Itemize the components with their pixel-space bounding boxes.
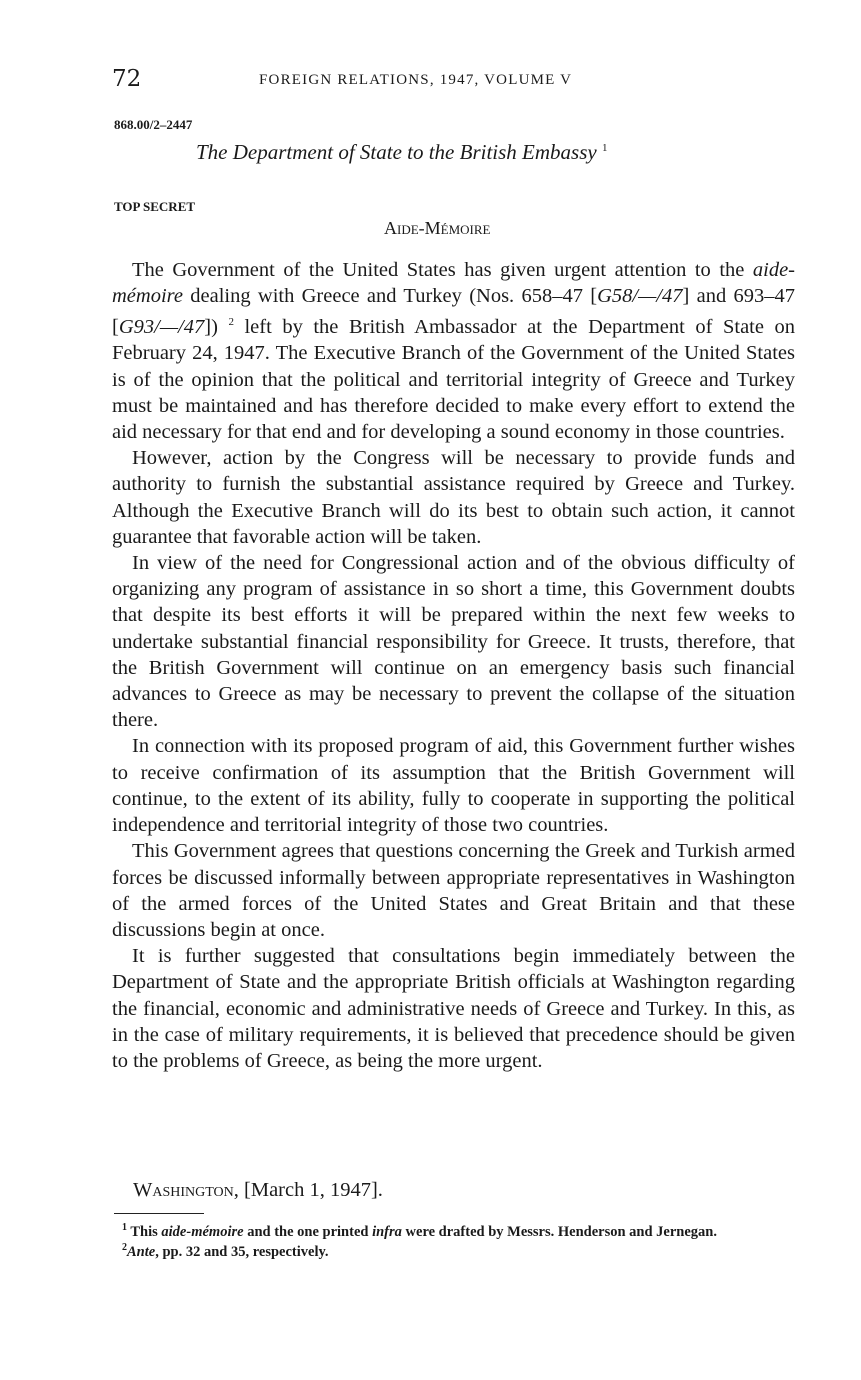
paragraph-1-text-b: dealing with Greece and Turkey (Nos. 658–47 [ [182,285,598,308]
running-head: FOREIGN RELATIONS, 1947, VOLUME V [259,72,573,88]
page-number: 72 [112,66,142,92]
footnote-1-text-c: were drafted by Messrs. Henderson and Jernegan. [401,1223,717,1240]
footnote-2-text-a: , pp. 32 and 35, respectively. [155,1243,329,1260]
paragraph-1-text-c: ] and 693–47 [ [112,285,795,339]
document-title [196,140,607,165]
paragraph-1-italic-a: aide-mémoire [112,259,795,308]
paragraph-1 [112,257,795,445]
footnote-1-italic-a: aide-mémoire [161,1223,244,1240]
footnotes [108,1220,794,1260]
paragraph-4: In connection with its proposed program of aid, this Government further wishes to receive confirmation of its assumption that the British Government will continue, to the extent of its ability, fully to cooperate in supporting the political independence and territorial integrity of those two countries. [112,735,795,837]
paragraph-6: It is further suggested that consultations begin immediately between the Department of State and the appropriate British officials at Washington regarding the financial, economic and administrative needs of Greece and Turkey. In this, as in the case of military requirements, it is believed that precedence should be given to the problems of Greece, as being the more urgent. [112,945,795,1072]
file-number: 868.00/2–2447 [114,117,193,132]
footnote-2 [108,1240,794,1260]
paragraph-1-text-a: The Government of the United States has given urgent attention to the [132,259,753,281]
signature-line [133,1179,383,1202]
footnote-2-italic-a: Ante [127,1243,156,1260]
footnote-divider [114,1213,204,1214]
footnote-1-number: 1 [122,1222,127,1233]
paragraph-5: This Government agrees that questions concerning the Greek and Turkish armed forces be discussed informally between appropriate representatives in Washington of the armed forces of the United States and Great Britain and that these discussions begin at once. [112,840,795,941]
document-title-text: The Department of State to the British Embassy [196,140,597,164]
classification-label: TOP SECRET [114,199,196,214]
document-type-heading: Aide-Mémoire [384,218,491,238]
footnote-1-italic-b: infra [372,1223,402,1240]
page-header [112,66,792,96]
footnote-2-number: 2 [122,1241,127,1253]
footnote-1-text-b: and the one printed [243,1223,373,1240]
footnote-1-text-a: This [127,1223,162,1240]
paragraph-1-text-e: left by the British Ambassador at the Department of State on February 24, 1947. The Executive Branch of the Government of the United States is of the opinion that the political and territorial integrity of Greece and Turkey must be maintained and has therefore decided to make every effort to extend the aid necessary for that end and for developing a sound economy in those countries. [112,316,795,444]
paragraph-1-text-d: ]) [204,316,218,339]
signature-place: Washington [133,1179,234,1201]
paragraph-2: However, action by the Congress will be necessary to provide funds and authority to furnish the substantial assistance required by Greece and Turkey. Although the Executive Branch will do its best to obtain such action, it cannot guarantee that favorable action will be taken. [112,447,795,548]
paragraph-1-italic-c: G93/—/47 [118,316,205,339]
signature-date: , [March 1, 1947]. [233,1179,383,1201]
footnote-ref-2[interactable]: 2 [228,316,234,329]
footnote-ref-1[interactable]: 1 [601,142,608,154]
document-body [112,257,795,1074]
paragraph-1-italic-b: G58/—/47 [597,285,683,308]
footnote-1 [108,1220,794,1240]
paragraph-3: In view of the need for Congressional action and of the obvious difficulty of organizing any program of assistance in so short a time, this Government doubts that despite its best efforts it will be prepared within the next few weeks to undertake substantial financial responsibility for Greece. It trusts, therefore, that the British Government will continue on an emergency basis such financial advances to Greece as may be necessary to prevent the collapse of the situation there. [112,552,795,732]
